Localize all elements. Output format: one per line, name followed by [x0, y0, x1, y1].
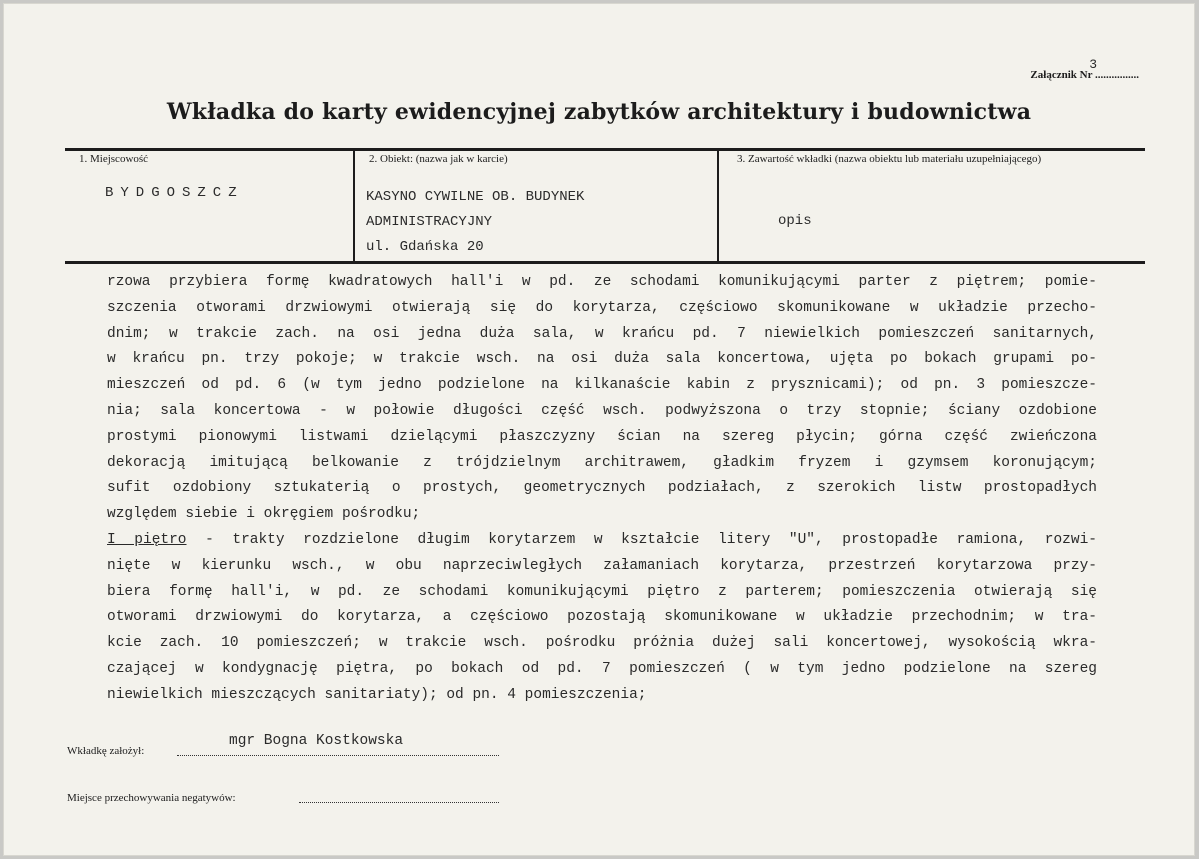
negatives-dotted-line [299, 802, 499, 803]
page-title: Wkładka do karty ewidencyjnej zabytków architektury i budownictwa [166, 99, 1032, 125]
text-line: kcie zach. 10 pomieszczeń; w trakcie wsch. pośrodku próżnia dużej sali koncertowej, wysokością wkra- [107, 635, 1097, 652]
floor-line-text: - trakty rozdzielone długim korytarzem w kształcie litery "U", prostopadłe ramiona, rozwi- [186, 531, 1097, 548]
annex-label [1030, 69, 1139, 81]
inventory-card [3, 3, 1195, 856]
annex-label-text: Załącznik Nr [1030, 69, 1093, 81]
contents-label: 3. Zawartość wkładki (nazwa obiektu lub materiału uzupełniającego) [737, 153, 1042, 165]
header-rule-top [65, 148, 1145, 151]
object-value [366, 185, 584, 260]
text-line: w krańcu pn. trzy pokoje; w trakcie wsch. na osi duża sala koncertowa, ujęta po bokach grupami po- [107, 351, 1097, 368]
object-line-1: KASYNO CYWILNE OB. BUDYNEK [366, 189, 585, 205]
annex-number: 3 [1089, 57, 1097, 72]
object-line-3: ul. Gdańska 20 [366, 239, 484, 255]
text-line: otworami drzwiowymi do korytarza, a częściowo pozostają skomunikowane w układzie przechodnim; w tra- [107, 609, 1097, 626]
header-rule-bottom [65, 261, 1145, 264]
locality-value: BYDGOSZCZ [105, 185, 244, 201]
negatives-label: Miejsce przechowywania negatywów: [67, 792, 236, 804]
text-line: dnim; w trakcie zach. na osi jedna duża sala, w krańcu pd. 7 niewielkich pomieszczeń sanitarnych, [107, 325, 1097, 342]
text-line: biera formę hall'i, w pd. ze schodami komunikującymi piętro z parterem; pomieszczenia otwierają się [107, 583, 1097, 600]
text-line: niewielkich mieszczących sanitariaty); od pn. 4 pomieszczenia; [107, 686, 647, 703]
description-text [107, 270, 1097, 709]
floor-line-first [107, 528, 1097, 554]
text-line: szczenia otworami drzwiowymi otwierają się do korytarza, częściowo skomunikowane w układzie przecho- [107, 299, 1097, 316]
text-line: mieszczeń od pd. 6 (w tym jedno podzielone na kilkanaście kabin z prysznicami); od pn. 3 pomieszcze- [107, 377, 1097, 394]
object-line-2: ADMINISTRACYJNY [366, 214, 493, 230]
text-line: prostymi pionowymi listwami dzielącymi płaszczyzny ścian na szereg płycin; górna część zwieńczona [107, 428, 1097, 445]
text-line: nia; sala koncertowa - w połowie długości część wsch. podwyższona o trzy stopnie; ściany ozdobione [107, 402, 1097, 419]
author-value: mgr Bogna Kostkowska [229, 733, 404, 749]
annex-dots: ................ [1095, 69, 1139, 81]
author-dotted-line [177, 755, 499, 756]
object-label: 2. Obiekt: (nazwa jak w karcie) [369, 153, 508, 165]
text-line: względem siebie i okręgiem pośrodku; [107, 506, 421, 523]
contents-value: opis [778, 213, 812, 229]
text-line: rzowa przybiera formę kwadratowych hall'i w pd. ze schodami komunikującymi parter z piętrem; pomie- [107, 274, 1097, 290]
text-line: czającej w kondygnację piętra, po bokach od pd. 7 pomieszczeń ( w tym jedno podzielone na szereg [107, 660, 1097, 677]
text-line: dekoracją imitującą belkowanie z trójdzielnym architrawem, gładkim fryzem i gzymsem koronującym; [107, 454, 1097, 471]
column-divider-2 [717, 150, 719, 261]
author-label: Wkładkę założył: [67, 745, 145, 757]
text-line: sufit ozdobiony sztukaterią o prostych, geometrycznych podziałach, z szerokich listw prostopadłych [107, 480, 1097, 497]
column-divider-1 [353, 150, 355, 261]
locality-label: 1. Miejscowość [79, 153, 149, 165]
floor-heading: I piętro [107, 531, 187, 548]
text-line: nięte w kierunku wsch., w obu naprzeciwległych załamaniach korytarza, przestrzeń korytarzowa przy- [107, 557, 1097, 574]
